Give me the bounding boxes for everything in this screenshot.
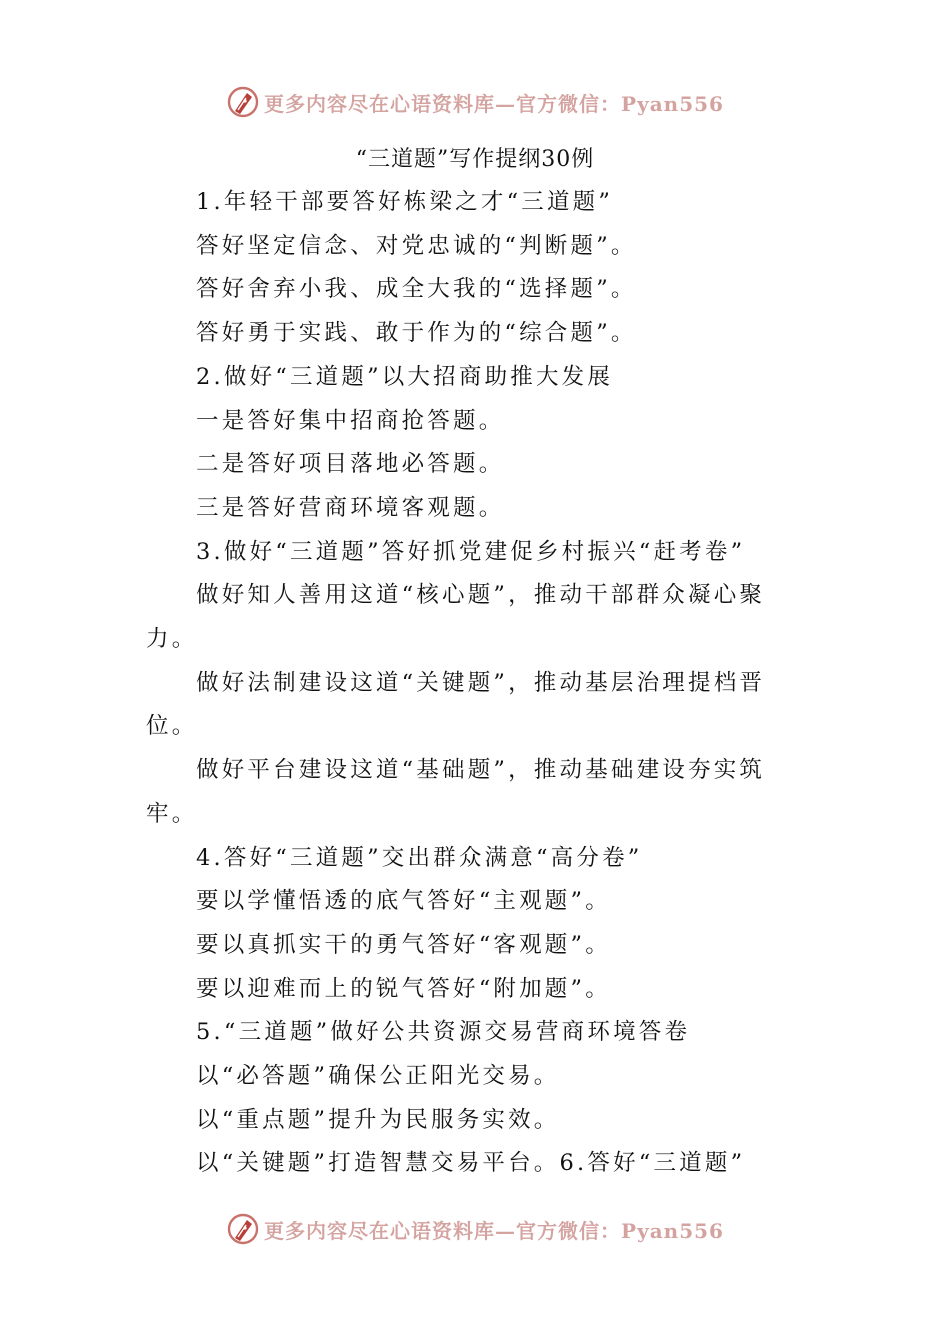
document-title: “三道题”写作提纲30例 bbox=[355, 147, 595, 172]
outline-point: 答好勇于实践、敢于作为的“综合题”。 bbox=[196, 320, 637, 347]
watermark-text: 更多内容尽在心语资料库—官方微信：Pyan556 bbox=[264, 91, 724, 116]
outline-heading-1: 1.年轻干部要答好栋梁之才“三道题” bbox=[196, 189, 614, 215]
outline-point: 答好舍弃小我、成全大我的“选择题”。 bbox=[196, 276, 637, 303]
outline-point: 要以学懂悟透的底气答好“主观题”。 bbox=[196, 888, 611, 915]
outline-point: 答好坚定信念、对党忠诚的“判断题”。 bbox=[196, 232, 637, 259]
outline-point: 以“关键题”打造智慧交易平台。6.答好“三道题” bbox=[196, 1150, 746, 1177]
outline-point: 一是答好集中招商抢答题。 bbox=[196, 407, 505, 434]
watermark-banner-bottom bbox=[0, 1209, 950, 1249]
outline-heading-2: 2.做好“三道题”以大招商助推大发展 bbox=[196, 363, 614, 390]
outline-point: 要以迎难而上的锐气答好“附加题”。 bbox=[196, 975, 611, 1002]
outline-point: 做好法制建设这道“关键题”，推动基层治理提档晋位。 bbox=[146, 669, 766, 740]
outline-point: 三是答好营商环境客观题。 bbox=[196, 494, 505, 521]
outline-point: 以“重点题”提升为民服务实效。 bbox=[196, 1106, 560, 1133]
outline-point: 二是答好项目落地必答题。 bbox=[196, 451, 505, 478]
pen-nib-in-circle-icon bbox=[226, 85, 260, 119]
watermark-text: 更多内容尽在心语资料库—官方微信：Pyan556 bbox=[264, 1218, 724, 1243]
outline-heading-5: 5.“三道题”做好公共资源交易营商环境答卷 bbox=[196, 1019, 691, 1046]
outline-point: 要以真抓实干的勇气答好“客观题”。 bbox=[196, 931, 611, 958]
outline-heading-3: 3.做好“三道题”答好抓党建促乡村振兴“赶考卷” bbox=[196, 538, 746, 565]
outline-point: 做好平台建设这道“基础题”，推动基础建设夯实筑牢。 bbox=[146, 757, 766, 827]
document-body bbox=[146, 181, 808, 1186]
watermark-banner-top bbox=[0, 82, 950, 122]
outline-point: 以“必答题”确保公正阳光交易。 bbox=[196, 1063, 560, 1090]
outline-point: 做好知人善用这道“核心题”，推动干部群众凝心聚力。 bbox=[146, 582, 766, 653]
outline-heading-4: 4.答好“三道题”交出群众满意“高分卷” bbox=[196, 844, 643, 871]
pen-nib-in-circle-icon bbox=[226, 1212, 260, 1246]
